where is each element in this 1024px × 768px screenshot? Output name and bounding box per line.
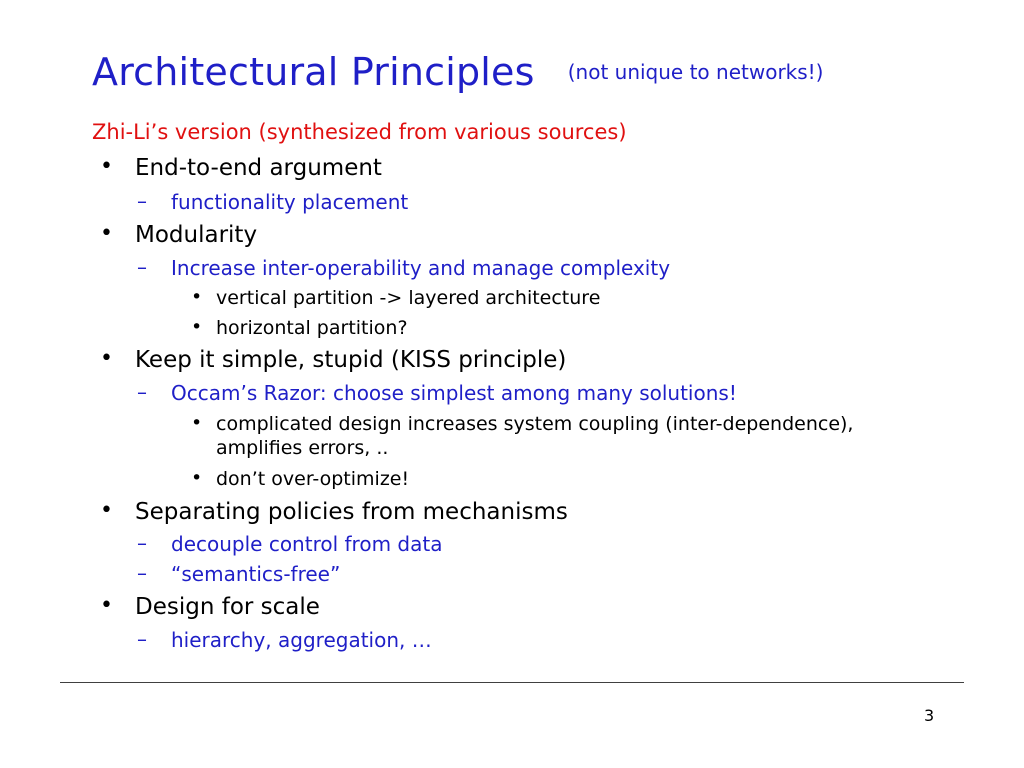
dash-icon: – bbox=[137, 561, 147, 585]
bullet-label: Design for scale bbox=[135, 594, 320, 620]
footer-divider bbox=[60, 682, 964, 683]
bullet-icon: • bbox=[191, 467, 203, 489]
bullet-icon: • bbox=[100, 498, 113, 523]
slide-title bbox=[92, 50, 824, 94]
bullet-icon: • bbox=[100, 346, 113, 371]
point-label: vertical partition -> layered architecture bbox=[216, 287, 601, 309]
point-label: complicated design increases system coupling (inter-dependence), amplifies errors, .. bbox=[216, 413, 854, 459]
bullet-label: Modularity bbox=[135, 222, 258, 248]
dash-icon: – bbox=[137, 189, 147, 213]
page-number: 3 bbox=[924, 706, 935, 725]
dash-icon: – bbox=[137, 531, 147, 555]
dash-icon: – bbox=[137, 627, 147, 651]
sub-item-label: Increase inter-operability and manage complexity bbox=[171, 256, 671, 280]
sub-item-label: hierarchy, aggregation, … bbox=[171, 628, 432, 652]
dash-icon: – bbox=[137, 380, 147, 404]
bullet-label: Separating policies from mechanisms bbox=[135, 499, 568, 525]
bullet-icon: • bbox=[100, 154, 113, 179]
dash-icon: – bbox=[137, 255, 147, 279]
point-label: horizontal partition? bbox=[216, 317, 408, 339]
slide-subtitle: Zhi-Li’s version (synthesized from various sources) bbox=[92, 120, 627, 144]
sub-item-label: Occam’s Razor: choose simplest among many solutions! bbox=[171, 381, 737, 405]
bullet-label: Keep it simple, stupid (KISS principle) bbox=[135, 347, 567, 373]
bullet-icon: • bbox=[100, 221, 113, 246]
bullet-icon: • bbox=[100, 593, 113, 618]
sub-item-label: “semantics-free” bbox=[171, 562, 341, 586]
bullet-icon: • bbox=[191, 412, 203, 434]
point-label: don’t over-optimize! bbox=[216, 468, 410, 490]
bullet-icon: • bbox=[191, 286, 203, 308]
title-text: Architectural Principles bbox=[92, 50, 535, 94]
title-note: (not unique to networks!) bbox=[567, 60, 824, 84]
sub-item-label: decouple control from data bbox=[171, 532, 443, 556]
bullet-label: End-to-end argument bbox=[135, 155, 382, 181]
bullet-icon: • bbox=[191, 316, 203, 338]
sub-item-label: functionality placement bbox=[171, 190, 409, 214]
